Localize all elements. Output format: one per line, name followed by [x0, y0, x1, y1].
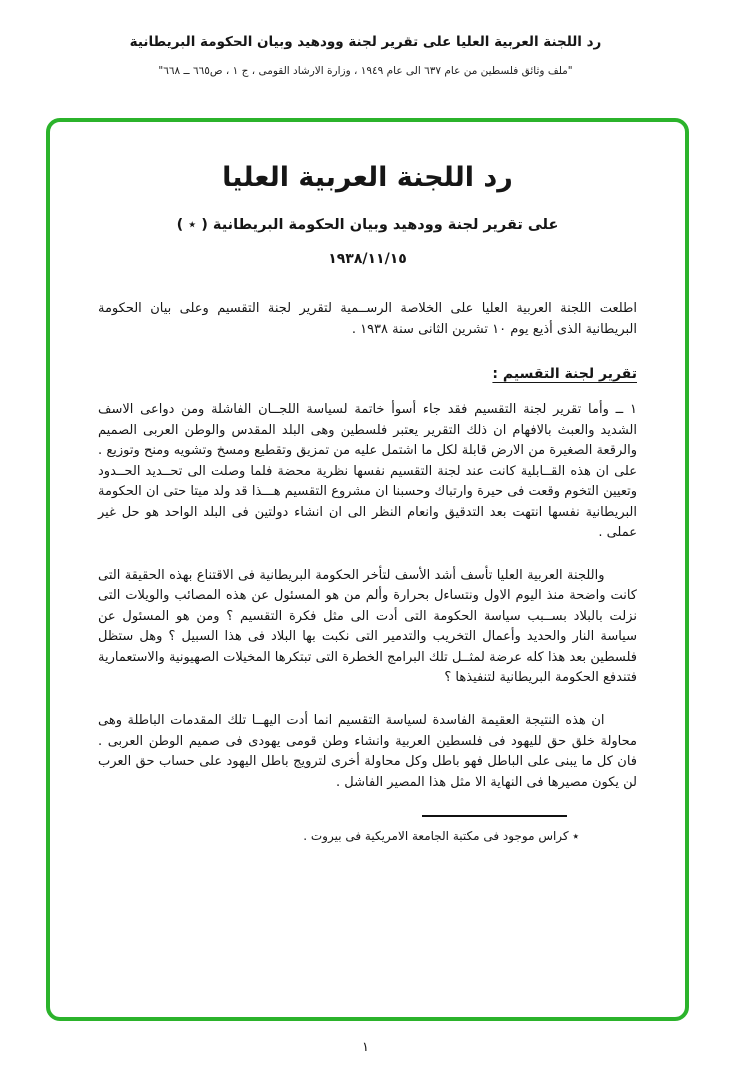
page-header [0, 0, 731, 77]
footnote-separator-rule [422, 815, 567, 817]
paragraph-2: واللجنة العربية العليا تأسف أشد الأسف لتأخر الحكومة البريطانية فى الاقتناع بهذه الحقيقة التى كانت واضحة منذ اليوم الاول ونتساءل بحرارة وألم من هو المسئول عن هذه المصائب والويلات التى نزلت بالبلاد بســبب سياسة الحكومة التى أدت الى مثل فكرة التقسيم ؟ ومن هو المسئول عن سياسة النار والحديد وأعمال التخريب والتدمير التى نكبت بها البلاد فى هذا السبيل ؟ وهل ستظل فلسطين بعد هذا كله عرضة لمثــل تلك البرامج الخطرة التى تبتكرها المخيلات الصهيونية والاستعمارية فتندفع الحكومة البريطانية لتنفيذها ؟ [98, 567, 637, 686]
document-title: رد اللجنة العربية العليا [222, 162, 513, 193]
page-number: ١ [362, 1040, 369, 1055]
document-subtitle: على تقرير لجنة وودهيد وبيان الحكومة البريطانية ( ٭ ) [176, 217, 559, 233]
document-frame [46, 118, 689, 1021]
section-heading: تقرير لجنة التقسيم : [492, 366, 637, 383]
section-heading-row [98, 362, 637, 400]
paragraph-numbered-1: ١ ــ وأما تقرير لجنة التقسيم فقد جاء أسوأ خاتمة لسياسة اللجــان الفاشلة ومن دواعى الاسف الشديد والعبث بالافهام ان ذلك التقرير يعتبر فلسطين وهى البلد المقدس والوطن العربى الصميم والرقعة الصغيرة من الارض قابلة لكل ما اشتمل عليه من تمزيق وتقطيع ومسخ وتشويه ومنح وتوزيع . على ان هذه القــابلية كانت عند لجنة التقسيم نفسها نظرية محضة فلما وصلت الى تحــديد الحــدود وتعيين التخوم وقعت فى حيرة وارتباك وحسبنا ان مشروع التقسيم هـــذا قد ولد ميتا حتى ان الحكومة البريطانية نفسها انتهت بعد التدقيق وانعام النظر الى ان انشاء دولتين فى البلد الواحد هو حل غير عملى . [98, 402, 637, 541]
document-content [50, 122, 685, 845]
header-title: رد اللجنة العربية العليا على تقرير لجنة وودهيد وبيان الحكومة البريطانية [129, 34, 602, 50]
document-date: ١٩٣٨/١١/١٥ [328, 251, 407, 267]
intro-paragraph: اطلعت اللجنة العربية العليا على الخلاصة الرســمية لتقرير لجنة التقسيم وعلى بيان الحكومة البريطانية الذى أذيع يوم ١٠ تشرين الثانى سنة ١٩٣٨ . [98, 301, 637, 337]
footnote: ٭ كراس موجود فى مكتبة الجامعة الامريكية فى بيروت . [303, 829, 579, 844]
header-source-citation: "ملف وثائق فلسطين من عام ٦٣٧ الى عام ١٩٤٩ ، وزارة الارشاد القومى ، ج ١ ، ص٦٦٥ ــ ٦٦٨" [158, 65, 573, 77]
paragraph-3: ان هذه النتيجة العقيمة الفاسدة لسياسة التقسيم انما أدت اليهــا تلك المقدمات الباطلة وهى محاولة خلق حق لليهود فى فلسطين العربية وانشاء وطن قومى يهودى فى صميم الوطن العربى . فان كل ما يبنى على الباطل فهو باطل وكل محاولة أخرى لترويج باطل اليهود على حساب حق العرب لن يكون مصيرها فى النهاية الا مثل هذا المصير الفاشل . [98, 712, 637, 790]
